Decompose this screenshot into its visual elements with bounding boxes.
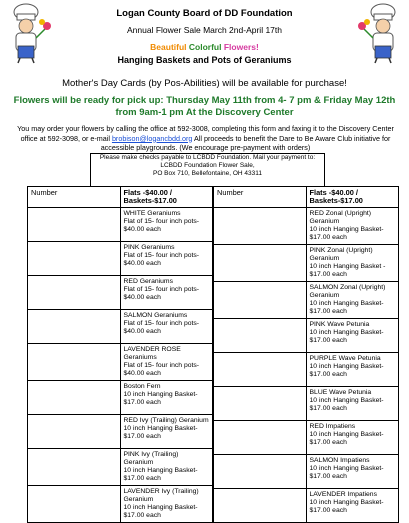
item-description: 10 inch Hanging Basket- $17.00 each [309, 329, 384, 344]
subtitle: Hanging Baskets and Pots of Geraniums [117, 55, 292, 65]
item-description: 10 inch Hanging Basket- $17.00 each [309, 300, 384, 315]
table-row [214, 319, 399, 353]
quantity-cell[interactable] [214, 208, 307, 245]
item-description: 10 inch Hanging Basket- $17.00 each [123, 425, 198, 440]
item-name: RED Impatiens [309, 423, 356, 430]
sale-dates: Annual Flower Sale March 2nd-April 17th [127, 25, 282, 35]
item-description: 10 inch Hanging Basket- $17.00 each [309, 465, 384, 480]
item-name: LAVENDER Impatiens [309, 491, 377, 498]
item-description: Flat of 15- four inch pots- $40.00 each [123, 252, 200, 267]
table-row [214, 455, 399, 489]
payment-box [90, 153, 325, 187]
mothers-day-note: Mother's Day Cards (by Pos-Abilities) will be available for purchase! [62, 78, 347, 89]
item-description: 10 inch Hanging Basket- $17.00 each [309, 363, 384, 378]
item-cell [306, 421, 399, 455]
flats-header: Flats -$40.00 / Baskets-$17.00 [306, 187, 399, 208]
table-row [214, 208, 399, 245]
item-name: RED Geraniums [123, 278, 173, 285]
table-row [28, 486, 213, 523]
quantity-cell[interactable] [214, 353, 307, 387]
table-row [28, 208, 213, 242]
org-title: Logan County Board of DD Foundation [116, 8, 293, 19]
quantity-cell[interactable] [28, 276, 121, 310]
item-cell [306, 387, 399, 421]
item-description: Flat of 15- four inch pots- $40.00 each [123, 218, 200, 233]
item-description: Flat of 15- four inch pots- $40.00 each [123, 320, 200, 335]
pickup-info: Flowers will be ready for pick up: Thursday May 11th from 4- 7 pm & Friday May 12th from 9am-1 pm At the Discovery Center [13, 95, 396, 118]
quantity-cell[interactable] [28, 242, 121, 276]
payment-line-3: PO Box 710, Bellefontaine, OH 43311 [152, 170, 262, 177]
quantity-cell[interactable] [214, 245, 307, 282]
table-row [214, 282, 399, 319]
item-description: 10 inch Hanging Basket- $17.00 each [123, 504, 198, 519]
item-name: SALMON Zonal (Upright) Geranium [309, 284, 386, 299]
table-row [214, 245, 399, 282]
table-row [28, 344, 213, 381]
item-description: 10 inch Hanging Basket- $17.00 each [309, 397, 384, 412]
flats-header: Flats -$40.00 / Baskets-$17.00 [120, 187, 213, 208]
table-row [28, 276, 213, 310]
quantity-cell[interactable] [214, 319, 307, 353]
table-row [28, 415, 213, 449]
quantity-cell[interactable] [28, 208, 121, 242]
item-name: Boston Fern [123, 383, 161, 390]
item-name: SALMON Geraniums [123, 312, 188, 319]
order-text-before: You may order your flowers by calling the office at 592-3008, completing this form and faxing it to the Discovery Center office at 592-3098, or e-mail [17, 124, 394, 143]
item-description: 10 inch Hanging Basket- $17.00 each [309, 226, 384, 241]
table-row [214, 489, 399, 523]
email-link[interactable]: brobison@logancbdd.org [111, 133, 193, 143]
quantity-cell[interactable] [28, 381, 121, 415]
item-description: 10 inch Hanging Basket- $17.00 each [123, 467, 198, 482]
item-description: 10 inch Hanging Basket- $17.00 each [309, 431, 384, 446]
item-name: BLUE Wave Petunia [309, 389, 372, 396]
item-name: PINK Wave Petunia [309, 321, 370, 328]
quantity-cell[interactable] [214, 455, 307, 489]
table-row [28, 449, 213, 486]
item-cell [120, 449, 213, 486]
item-cell [120, 381, 213, 415]
quantity-cell[interactable] [214, 421, 307, 455]
item-name: PURPLE Wave Petunia [309, 355, 381, 362]
item-description: 10 inch Hanging Basket- $17.00 each [309, 499, 384, 514]
item-cell [120, 242, 213, 276]
item-cell [120, 310, 213, 344]
table-row [28, 242, 213, 276]
item-name: PINK Ivy (Trailing) Geranium [123, 451, 179, 466]
item-cell [120, 208, 213, 242]
payment-line-2: LCBDD Foundation Flower Sale, [160, 162, 255, 169]
item-name: RED Ivy (Trailing) Geranium [123, 417, 209, 424]
quantity-cell[interactable] [28, 344, 121, 381]
item-description: Flat of 15- four inch pots- $40.00 each [123, 286, 200, 301]
item-cell [306, 353, 399, 387]
table-row [28, 381, 213, 415]
item-name: PINK Zonal (Upright) Geranium [309, 247, 373, 262]
quantity-cell[interactable] [28, 415, 121, 449]
item-name: RED Zonal (Upright) Geranium [309, 210, 372, 225]
item-cell [306, 489, 399, 523]
item-cell [306, 208, 399, 245]
quantity-cell[interactable] [28, 486, 121, 523]
table-row [28, 310, 213, 344]
item-description: Flat of 15- four inch pots- $40.00 each [123, 362, 200, 377]
quantity-cell[interactable] [28, 449, 121, 486]
item-cell [120, 276, 213, 310]
item-name: PINK Geraniums [123, 244, 175, 251]
quantity-cell[interactable] [28, 310, 121, 344]
item-cell [306, 455, 399, 489]
order-table-right [213, 186, 399, 523]
item-cell [306, 245, 399, 282]
item-cell [306, 319, 399, 353]
item-cell [120, 415, 213, 449]
item-name: LAVENDER Ivy (Trailing) Geranium [123, 488, 199, 503]
item-cell [120, 486, 213, 523]
quantity-cell[interactable] [214, 282, 307, 319]
table-row [214, 353, 399, 387]
quantity-cell[interactable] [214, 489, 307, 523]
order-table-left [27, 186, 213, 523]
item-name: WHITE Geraniums [123, 210, 181, 217]
item-cell [306, 282, 399, 319]
item-name: LAVENDER ROSE Geraniums [123, 346, 181, 361]
payment-line-1: Please make checks payable to LCBDD Foundation. Mail your payment to: [99, 154, 316, 161]
order-instructions [12, 124, 399, 153]
item-description: 10 inch Hanging Basket- $17.00 each [123, 391, 198, 406]
item-cell [120, 344, 213, 381]
tagline-text: Beautiful Colorful Flowers! [150, 42, 259, 52]
table-row [214, 421, 399, 455]
order-text-after: All proceeds to benefit the Dare to Be Aware Club initiative for accessible playgrounds. (We encourage pre-payment with orders) [100, 133, 391, 152]
quantity-cell[interactable] [214, 387, 307, 421]
number-header: Number [214, 187, 307, 208]
item-description: 10 inch Hanging Basket - $17.00 each [309, 263, 386, 278]
tagline [0, 42, 409, 52]
item-name: SALMON Impatiens [309, 457, 370, 464]
number-header: Number [28, 187, 121, 208]
table-row [214, 387, 399, 421]
